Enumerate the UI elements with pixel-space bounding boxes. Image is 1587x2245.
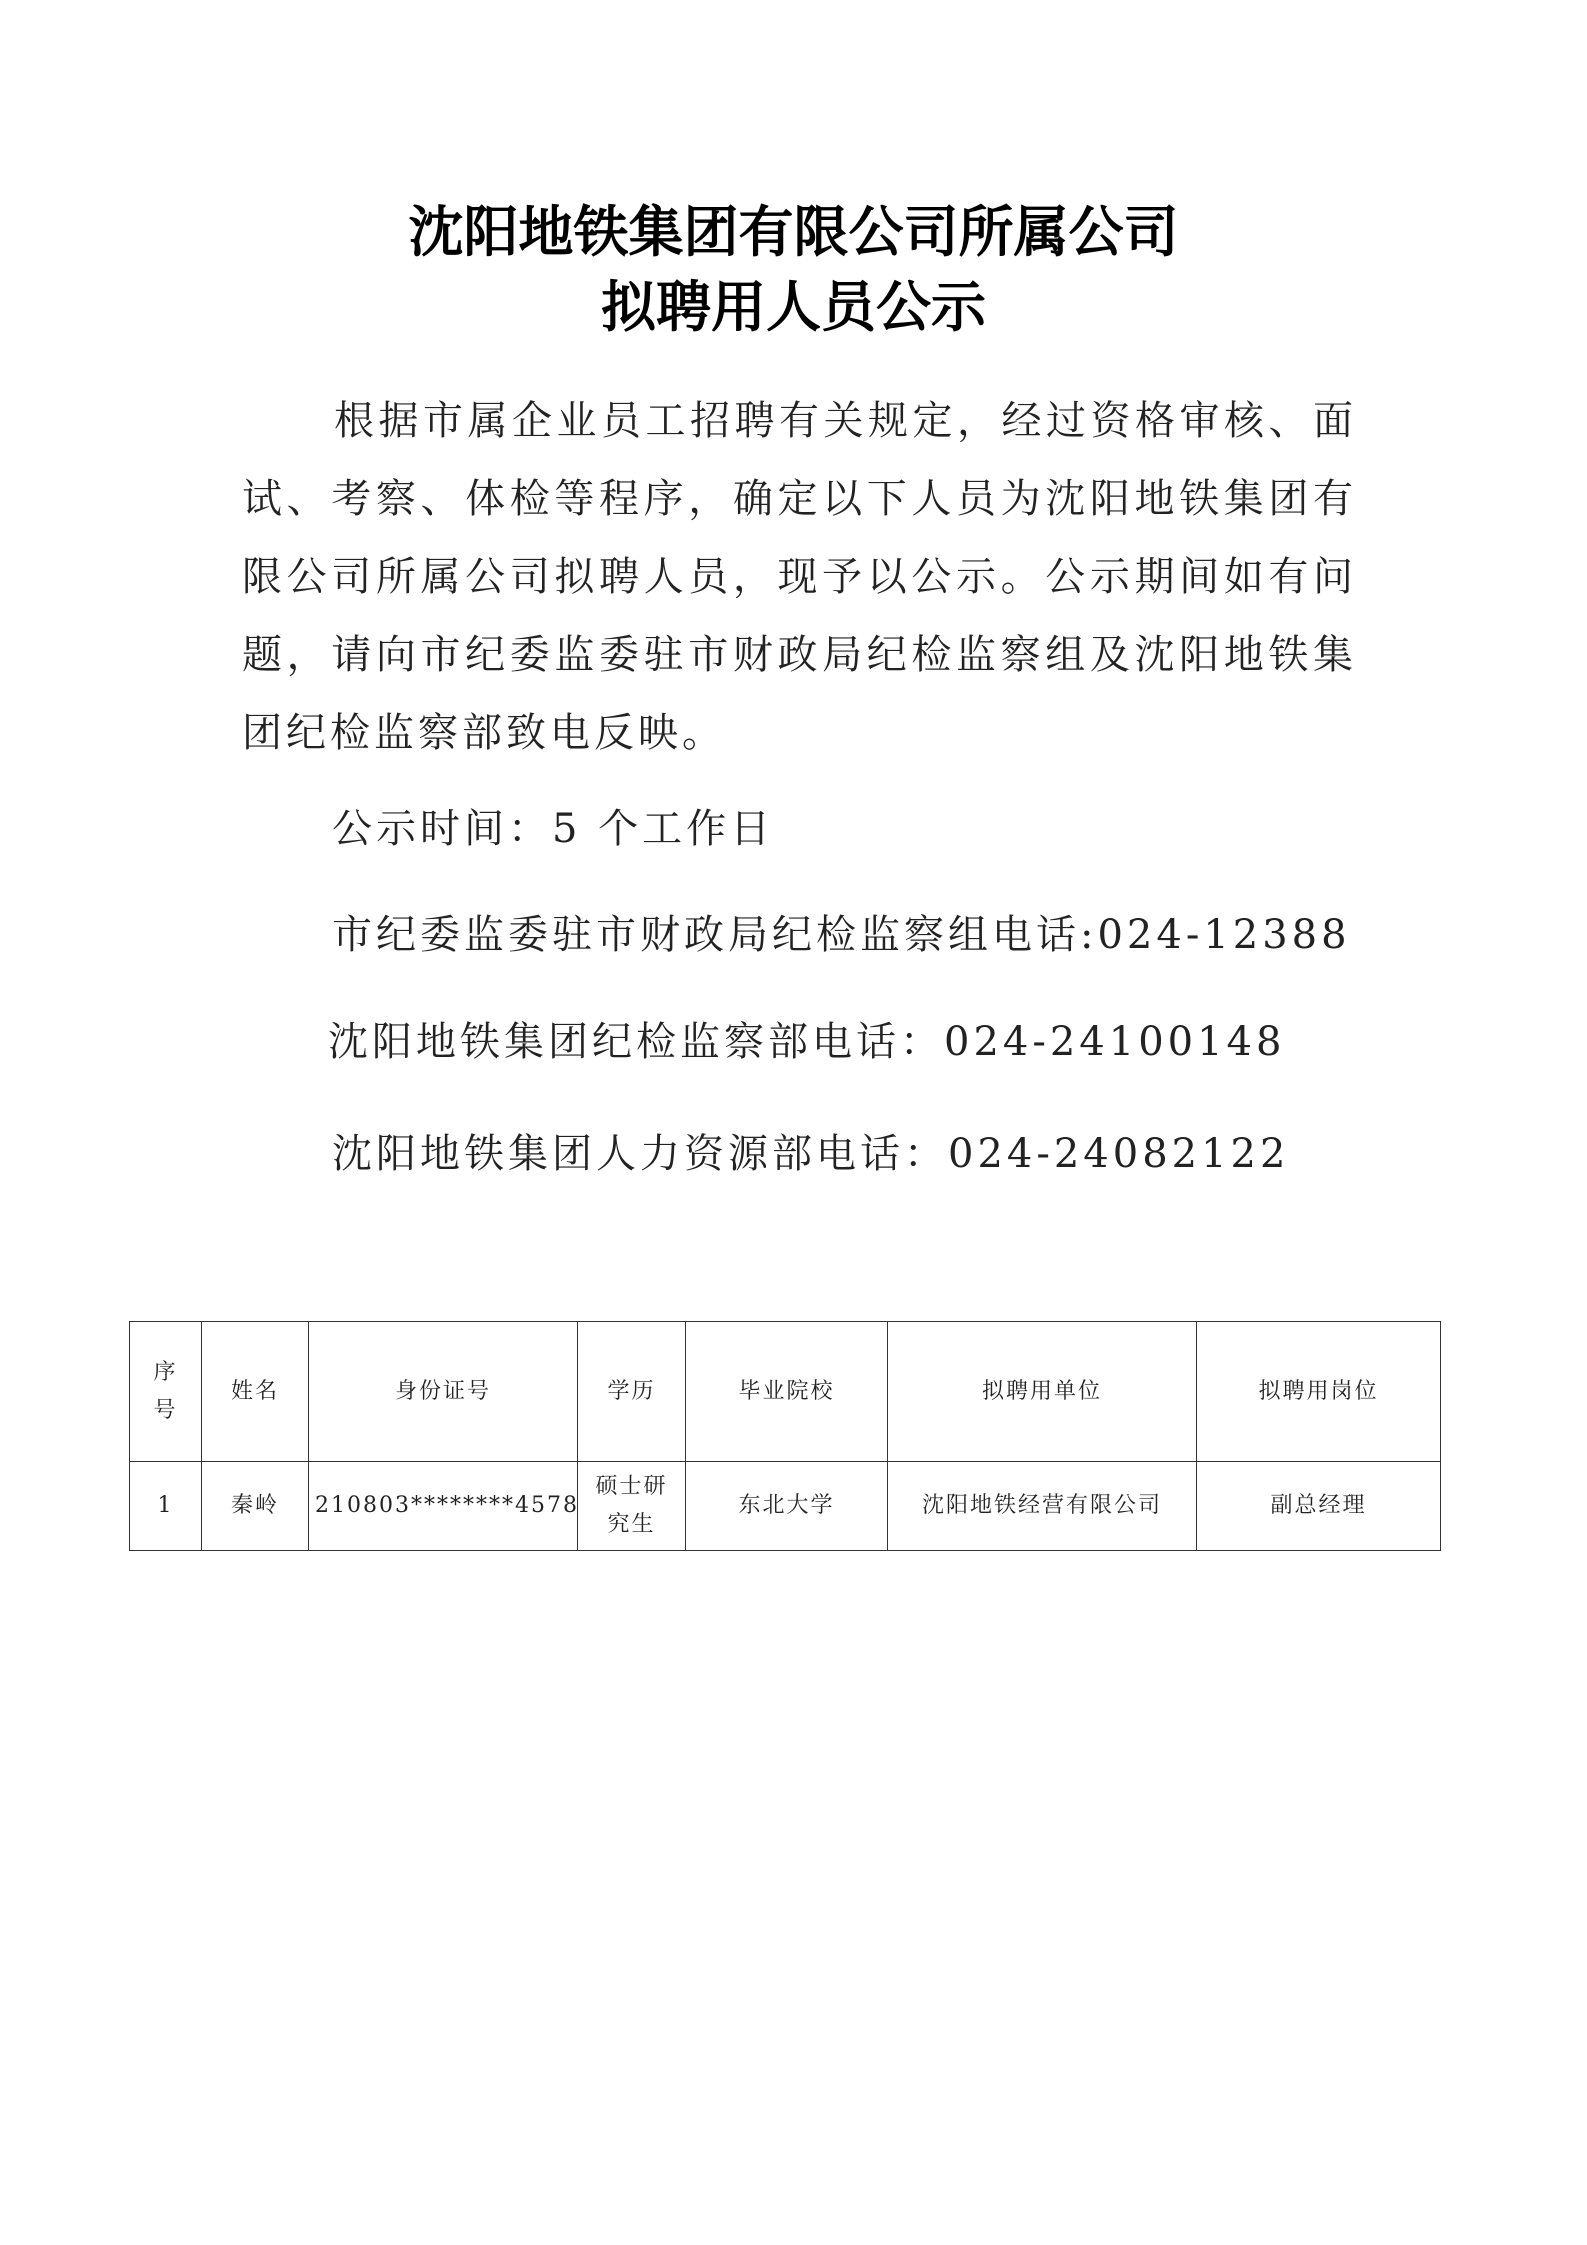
header-unit: 拟聘用单位 — [888, 1322, 1197, 1462]
document-title-line-2: 拟聘用人员公示 — [600, 274, 986, 339]
header-name: 姓名 — [202, 1322, 309, 1462]
cell-school: 东北大学 — [686, 1462, 888, 1551]
cell-unit: 沈阳地铁经营有限公司 — [888, 1462, 1197, 1551]
document-title-line-1: 沈阳地铁集团有限公司所属公司 — [408, 199, 1179, 264]
header-index: 序号 — [130, 1322, 202, 1462]
header-school: 毕业院校 — [686, 1322, 888, 1462]
phone-discipline-dept: 沈阳地铁集团纪检监察部电话：024-24100148 — [328, 1019, 1286, 1065]
header-position: 拟聘用岗位 — [1197, 1322, 1441, 1462]
cell-id-number: 210803********4578 — [309, 1462, 578, 1551]
cell-position: 副总经理 — [1197, 1462, 1441, 1551]
header-id-number: 身份证号 — [309, 1322, 578, 1462]
header-education: 学历 — [578, 1322, 686, 1462]
announcement-paragraph: 根据市属企业员工招聘有关规定，经过资格审核、面试、考察、体检等程序，确定以下人员为沈阳地铁集团有限公司所属公司拟聘人员，现予以公示。公示期间如有问题，请向市纪委监委驻市财政局纪检监察组及沈阳地铁集团纪检监察部致电反映。 — [242, 398, 1357, 756]
table-row — [130, 1462, 1441, 1551]
phone-finance-bureau: 市纪委监委驻市财政局纪检监察组电话:024-12388 — [332, 912, 1351, 958]
hiring-table — [129, 1321, 1441, 1551]
table-header-row — [130, 1322, 1441, 1462]
cell-education: 硕士研究生 — [578, 1462, 686, 1551]
notice-period: 公示时间：5 个工作日 — [332, 806, 775, 852]
cell-index: 1 — [130, 1462, 202, 1551]
cell-name: 秦岭 — [202, 1462, 309, 1551]
phone-hr-dept: 沈阳地铁集团人力资源部电话：024-24082122 — [332, 1131, 1290, 1177]
